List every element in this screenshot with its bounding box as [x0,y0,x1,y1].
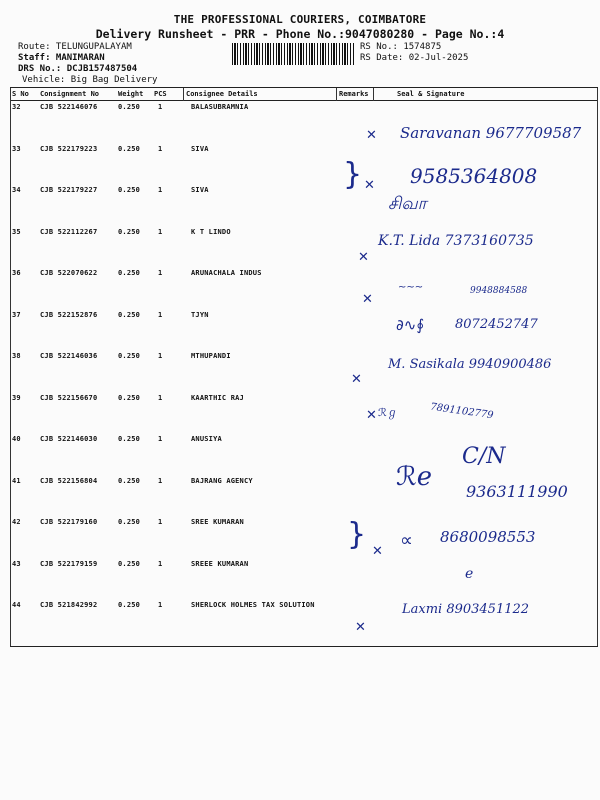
signature: 9948884588 [470,286,528,296]
drs-number: DRS No.: DCJB157487504 [18,64,138,74]
row-pcs: 1 [158,601,163,609]
row-pcs: 1 [158,269,163,277]
row-sno: 44 [12,601,21,609]
row-weight: 0.250 [118,601,141,609]
row-sno: 43 [12,559,21,568]
col-divider [183,88,184,101]
col-header-consignee: Consignee Details [186,90,258,98]
col-header-remarks: Remarks [339,90,369,98]
row-pcs: 1 [158,227,163,236]
row-consignment-no: CJB 522156804 [40,476,98,485]
row-consignee: ARUNACHALA INDUS [191,269,262,277]
col-divider [597,88,598,646]
scribble-mark: ∝ [400,530,413,551]
row-consignee: SREE KUMARAN [191,518,244,526]
row-sno: 37 [12,310,21,319]
row-consignee: KAARTHIC RAJ [191,393,244,402]
scribble-mark: ~~~ [398,282,424,293]
row-consignee: SIVA [191,186,209,194]
cross-mark: ✕ [364,178,375,193]
col-header-pcs: PCS [154,90,167,98]
staff-label: Staff: MANIMARAN [18,53,105,63]
row-consignee: TJYN [191,310,209,319]
row-consignment-no: CJB 522152876 [40,310,98,319]
row-consignment-no: CJB 522146076 [40,103,98,111]
cross-mark: ✕ [366,128,377,143]
rs-date: RS Date: 02-Jul-2025 [360,53,469,63]
bracket-mark: } [347,517,367,552]
row-sno: 33 [12,144,21,153]
row-sno: 35 [12,227,21,236]
table-top-border [10,87,598,88]
row-weight: 0.250 [118,476,141,485]
scribble-mark: ℛℊ [378,406,398,419]
table-bottom-border [10,646,598,647]
row-weight: 0.250 [118,393,141,402]
row-pcs: 1 [158,144,163,153]
row-consignee: K T LINDO [191,227,231,236]
scribble-mark: ℛℯ [396,462,433,492]
row-weight: 0.250 [118,186,141,194]
row-consignment-no: CJB 522156670 [40,393,98,402]
signature: C/N [462,444,506,469]
row-consignment-no: CJB 522146036 [40,352,98,360]
row-sno: 34 [12,186,21,194]
col-header-signature: Seal & Signature [397,90,465,98]
row-consignee: BAJRANG AGENCY [191,476,253,485]
rs-number: RS No.: 1574875 [360,42,442,52]
row-consignee: ANUSIYA [191,435,222,443]
row-pcs: 1 [158,186,163,194]
row-consignment-no: CJB 522112267 [40,227,98,236]
company-name: THE PROFESSIONAL COURIERS, COIMBATORE [173,13,427,26]
cross-mark: ✕ [362,292,373,307]
row-consignee: MTHUPANDI [191,352,231,360]
row-consignee: BALASUBRAMNIA [191,103,249,111]
row-weight: 0.250 [118,227,141,236]
cross-mark: ✕ [366,408,377,423]
row-pcs: 1 [158,559,163,568]
row-consignee: SREEE KUMARAN [191,559,249,568]
row-consignment-no: CJB 522179227 [40,186,98,194]
table-header-border [10,100,598,101]
signature: 7891102779 [429,401,495,422]
row-consignment-no: CJB 522070622 [40,269,98,277]
row-consignment-no: CJB 522179159 [40,559,98,568]
row-consignment-no: CJB 522179223 [40,144,98,153]
signature: Laxmi 8903451122 [402,602,530,617]
col-header-sno: S No [12,90,29,98]
row-weight: 0.250 [118,269,141,277]
row-pcs: 1 [158,310,163,319]
row-sno: 32 [12,103,21,111]
signature: e [465,566,474,582]
col-divider [336,88,337,101]
bracket-mark: } [343,157,363,192]
runsheet-title: Delivery Runsheet - PRR - Phone No.:9047080280 - Page No.:4 [95,27,505,41]
route-label: Route: TELUNGUPALAYAM [18,42,132,52]
row-pcs: 1 [158,393,163,402]
signature: Saravanan 9677709587 [400,124,582,142]
row-pcs: 1 [158,435,163,443]
row-pcs: 1 [158,518,163,526]
col-header-consignment: Consignment No [40,90,100,98]
vehicle-label: Vehicle: Big Bag Delivery [22,75,158,85]
row-sno: 40 [12,435,21,443]
signature: K.T. Lida 7373160735 [378,233,534,249]
row-weight: 0.250 [118,352,141,360]
row-weight: 0.250 [118,559,141,568]
row-weight: 0.250 [118,144,141,153]
signature: 9363111990 [466,482,568,501]
row-sno: 36 [12,269,21,277]
row-consignment-no: CJB 522146030 [40,435,98,443]
barcode [232,43,354,65]
cross-mark: ✕ [358,250,369,265]
col-divider [373,88,374,101]
row-consignment-no: CJB 522179160 [40,518,98,526]
cross-mark: ✕ [372,544,383,559]
col-header-weight: Weight [118,90,144,98]
row-consignee: SIVA [191,144,209,153]
row-sno: 41 [12,476,21,485]
cross-mark: ✕ [351,372,362,387]
row-sno: 38 [12,352,21,360]
row-weight: 0.250 [118,518,141,526]
signature: 8072452747 [455,317,538,332]
signature: சிவா [388,194,427,214]
row-sno: 39 [12,393,21,402]
signature: M. Sasikala 9940900486 [388,357,552,372]
row-consignment-no: CJB 521842992 [40,601,98,609]
scribble-mark: ∂∿∮ [396,316,425,334]
row-consignee: SHERLOCK HOLMES TAX SOLUTION [191,601,315,609]
row-sno: 42 [12,518,21,526]
col-divider [10,88,11,646]
row-weight: 0.250 [118,310,141,319]
row-weight: 0.250 [118,103,141,111]
row-pcs: 1 [158,476,163,485]
signature: 9585364808 [410,164,538,188]
row-weight: 0.250 [118,435,141,443]
signature: 8680098553 [440,528,536,546]
row-pcs: 1 [158,103,163,111]
row-pcs: 1 [158,352,163,360]
cross-mark: ✕ [355,620,366,635]
